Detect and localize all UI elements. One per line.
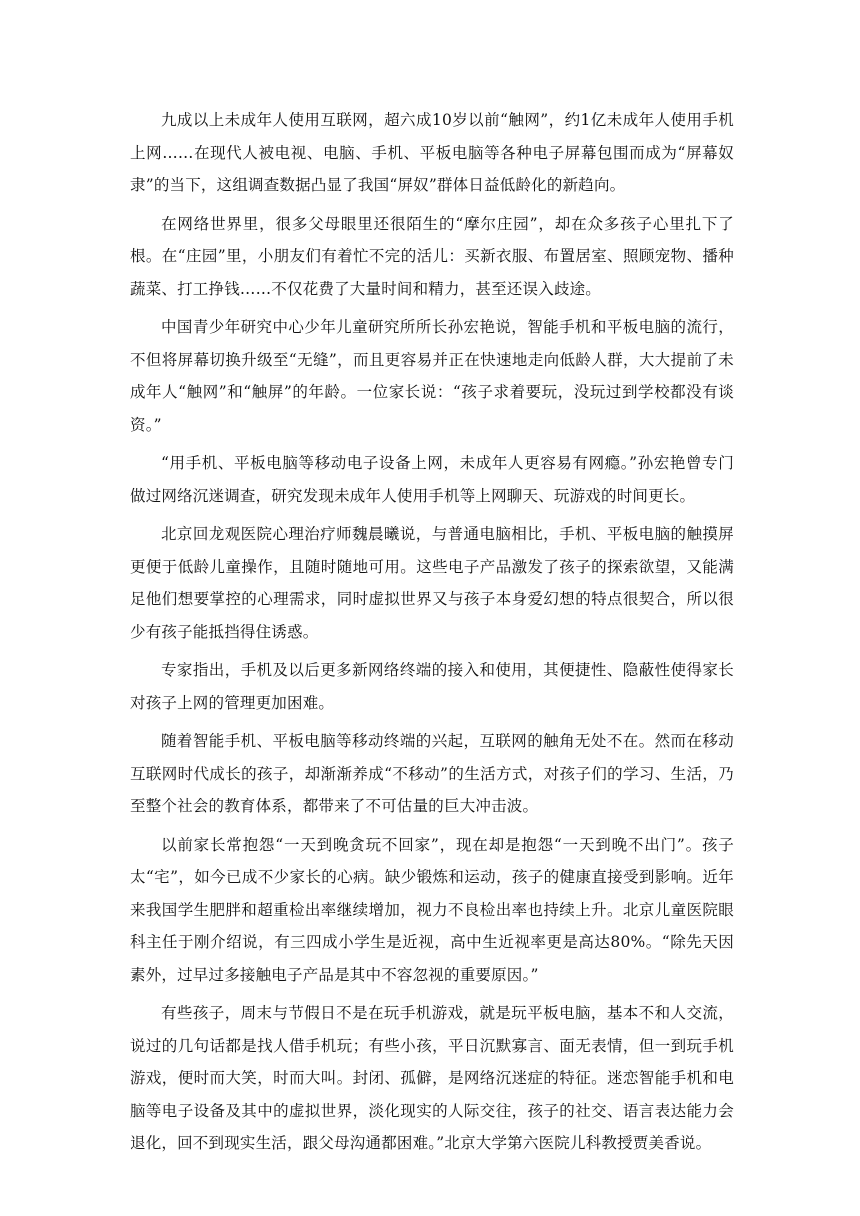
paragraph-1: 九成以上未成年人使用互联网，超六成10岁以前“触网”，约1亿未成年人使用手机上网……在现代人被电视、电脑、手机、平板电脑等各种电子屏幕包围而成为“屏幕奴隶”的当下，这组调查数据凸显了我国“屏奴”群体日益低龄化的新趋向。	[130, 111, 734, 194]
paragraph-9: 有些孩子，周末与节假日不是在玩手机游戏，就是玩平板电脑，基本不和人交流，说过的几句话都是找人借手机玩；有些小孩，平日沉默寡言、面无表情，但一到玩手机游戏，便时而大笑，时而大叫。封闭、孤僻，是网络沉迷症的特征。迷恋智能手机和电脑等电子设备及其中的虚拟世界，淡化现实的人际交往，孩子的社交、语言表达能力会退化，回不到现实生活，跟父母沟通都困难。”北京大学第六医院儿科教授贾美香说。	[130, 1004, 734, 1152]
paragraph-6: 专家指出，手机及以后更多新网络终端的接入和使用，其便捷性、隐蔽性使得家长对孩子上网的管理更加困难。	[130, 661, 734, 712]
paragraph-5: 北京回龙观医院心理治疗师魏晨曦说，与普通电脑相比，手机、平板电脑的触摸屏更便于低龄儿童操作，且随时随地可用。这些电子产品激发了孩子的探索欲望，又能满足他们想要掌控的心理需求，同时虚拟世界又与孩子本身爱幻想的特点很契合，所以很少有孩子能抵挡得住诱惑。	[130, 525, 734, 641]
paragraph-7: 随着智能手机、平板电脑等移动终端的兴起，互联网的触角无处不在。然而在移动互联网时代成长的孩子，却渐渐养成“不移动”的生活方式，对孩子们的学习、生活，乃至整个社会的教育体系，都带来了不可估量的巨大冲击波。	[130, 732, 734, 815]
document-body	[130, 104, 734, 1166]
paragraph-8: 以前家长常抱怨“一天到晚贪玩不回家”，现在却是抱怨“一天到晚不出门”。孩子太“宅”，如今已成不少家长的心病。缺少锻炼和运动，孩子的健康直接受到影响。近年来我国学生肥胖和超重检出率继续增加，视力不良检出率也持续上升。北京儿童医院眼科主任于刚介绍说，有三四成小学生是近视，高中生近视率更是高达80%。“除先天因素外，过早过多接触电子产品是其中不容忽视的重要原因。”	[130, 835, 734, 984]
paragraph-4: “用手机、平板电脑等移动电子设备上网，未成年人更容易有网瘾。”孙宏艳曾专门做过网络沉迷调查，研究发现未成年人使用手机等上网聊天、玩游戏的时间更长。	[130, 454, 734, 505]
paragraph-2: 在网络世界里，很多父母眼里还很陌生的“摩尔庄园”，却在众多孩子心里扎下了根。在“庄园”里，小朋友们有着忙不完的活儿：买新衣服、布置居室、照顾宠物、播种蔬菜、打工挣钱……不仅花费了大量时间和精力，甚至还误入歧途。	[130, 214, 734, 298]
paragraph-3: 中国青少年研究中心少年儿童研究所所长孙宏艳说，智能手机和平板电脑的流行，不但将屏幕切换升级至“无缝”，而且更容易并正在快速地走向低龄人群，大大提前了未成年人“触网”和“触屏”的年龄。一位家长说：“孩子求着要玩，没玩过到学校都没有谈资。”	[130, 318, 734, 434]
